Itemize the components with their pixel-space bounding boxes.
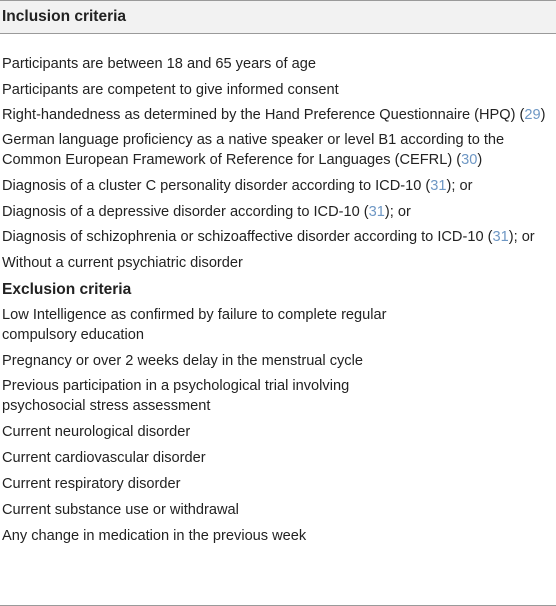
- reference-link[interactable]: 29: [524, 107, 541, 123]
- exclusion-item: Pregnancy or over 2 weeks delay in the menstrual cycle: [2, 353, 363, 369]
- inclusion-criteria-heading: Inclusion criteria: [2, 8, 127, 25]
- exclusion-item: Previous participation in a psychological trial involving psychosocial stress assessment: [2, 378, 350, 414]
- exclusion-item: Current respiratory disorder: [2, 476, 181, 492]
- spacer: [0, 34, 556, 51]
- inclusion-item: Participants are between 18 and 65 years of age: [2, 56, 316, 72]
- exclusion-item: Any change in medication in the previous week: [2, 528, 307, 544]
- exclusion-item: Current substance use or withdrawal: [2, 502, 239, 518]
- inclusion-item: Diagnosis of a depressive disorder according to ICD-10 (31); or: [2, 204, 411, 220]
- inclusion-item: Diagnosis of a cluster C personality disorder according to ICD-10 (31); or: [2, 178, 473, 194]
- inclusion-item: German language proficiency as a native speaker or level B1 according to the Common European Framework of Reference for Languages (CEFRL) (30): [2, 132, 505, 168]
- inclusion-item: Without a current psychiatric disorder: [2, 255, 243, 271]
- exclusion-criteria-heading: Exclusion criteria: [2, 281, 132, 298]
- inclusion-item: Participants are competent to give informed consent: [2, 82, 339, 98]
- exclusion-item: Current cardiovascular disorder: [2, 450, 206, 466]
- reference-link[interactable]: 31: [492, 229, 509, 245]
- reference-link[interactable]: 31: [368, 204, 385, 220]
- exclusion-item: Current neurological disorder: [2, 424, 191, 440]
- inclusion-item: Right-handedness as determined by the Hand Preference Questionnaire (HPQ) (29): [2, 107, 546, 123]
- table-header: [0, 0, 556, 34]
- reference-link[interactable]: 30: [461, 152, 478, 168]
- inclusion-item: Diagnosis of schizophrenia or schizoaffective disorder according to ICD-10 (31); or: [2, 229, 535, 245]
- reference-link[interactable]: 31: [430, 178, 447, 194]
- exclusion-item: Low Intelligence as confirmed by failure to complete regular compulsory education: [2, 307, 387, 343]
